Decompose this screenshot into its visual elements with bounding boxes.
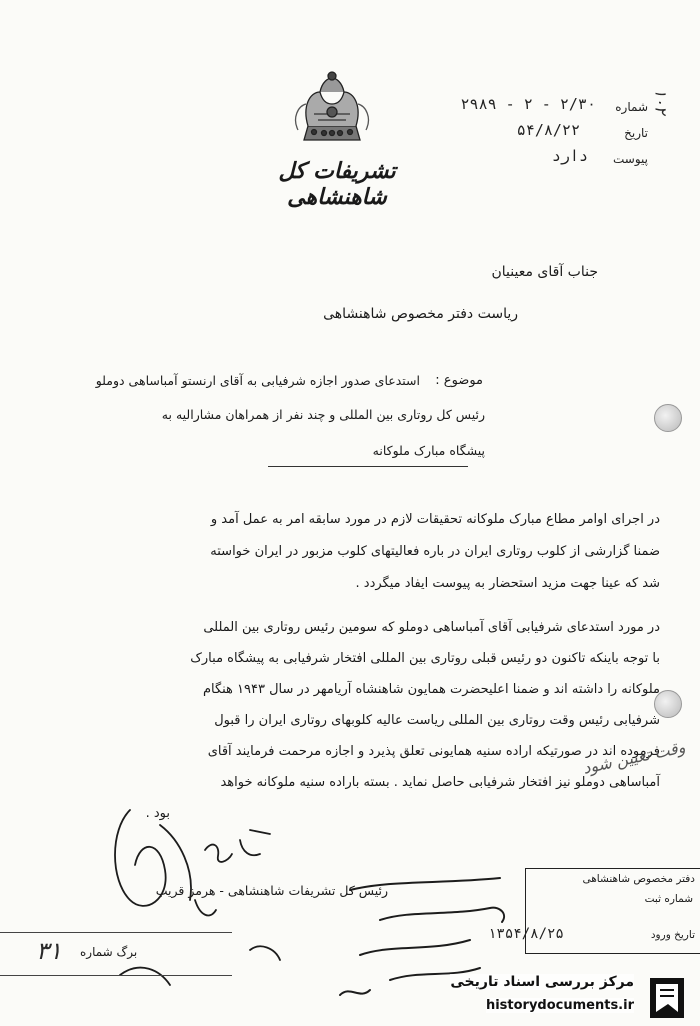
paragraph-line: در مورد استدعای شرفیابی آقای آمباساهی دوملو که سومین رئیس روتاری بین المللی [203, 620, 660, 635]
department-name: تشریفات کل شاهنشاهی [278, 158, 396, 210]
paragraph-line: فرموده اند در صورتیکه اراده سنیه همایونی تعلق پذیرد و اجازه مرحمت فرمایند آقای [207, 744, 660, 759]
subject-line: پیشگاه مبارک ملوکانه [372, 443, 485, 458]
paragraph-line: بود . [145, 806, 170, 821]
signature-title: رئیس کل تشریفات شاهنشاهی - هرمز قریب [155, 883, 388, 898]
binder-hole-top [654, 404, 682, 432]
archive-logo-icon [642, 974, 692, 1022]
page-number-label: برگ شماره [80, 945, 138, 959]
subject-divider [268, 466, 468, 467]
addressee-title: ریاست دفتر مخصوص شاهنشاهی [323, 306, 518, 322]
stamp-date-label: تاریخ ورود [650, 929, 695, 941]
watermark-title: مرکز بررسی اسناد تاریخی [450, 974, 634, 990]
stamp-date: ۱۳۵۴/۸/۲۵ [488, 926, 564, 942]
attachment-value: دارد [551, 147, 588, 165]
subject-line: رئیس کل روتاری بین المللی و چند نفر از همراهان مشارالیه به [161, 407, 485, 422]
stamp-registration: شماره ثبت [644, 893, 693, 905]
paragraph-line: ملوکانه را داشته اند و ضمنا اعلیحضرت همایون شاهنشاه آریامهر در سال ۱۹۴۳ هنگام [202, 682, 660, 697]
stamp-office: دفتر مخصوص شاهنشاهی [582, 873, 695, 885]
date-label: تاریخ [624, 126, 648, 140]
watermark [410, 970, 700, 1026]
margin-note: ۱۰۲ [651, 88, 671, 115]
number-label: شماره [615, 100, 648, 114]
page-number-box [0, 932, 232, 976]
paragraph-line: شرفیابی رئیس وقت روتاری بین المللی ریاست عالیه کلوبهای روتاری ایران را قبول [214, 713, 660, 728]
crown-emblem-icon [292, 70, 372, 152]
watermark-url: historydocuments.ir [485, 998, 634, 1013]
paragraph-line: با توجه باینکه تاکنون دو رئیس قبلی روتاری بین المللی افتخار شرفیابی به پیشگاه مبارک [190, 651, 660, 666]
addressee-name: جناب آقای معینیان [491, 264, 598, 280]
paragraph-line: آمباساهی دوملو نیز افتخار شرفیابی حاصل نماید . بسته باراده سنیه ملوکانه خواهد [220, 775, 660, 790]
subject-label: موضوع : [435, 373, 483, 388]
letter-date: ۵۴/۸/۲۲ [516, 121, 580, 139]
page-number-value: ۳۱ [36, 937, 62, 965]
paragraph-line: شد که عینا جهت مزید استحضار به پیوست ایفاد میگردد . [355, 576, 660, 591]
letter-number: ۲/۳۰ - ۲ - ۲۹۸۹ [460, 95, 596, 113]
paragraph-1 [55, 512, 660, 608]
margin-annotation: وقت تعیین شود [581, 737, 687, 778]
paragraph-line: ضمنا گزارشی از کلوب روتاری ایران در باره فعالیتهای کلوب مزبور در ایران خواسته [210, 544, 660, 559]
attachment-label: پیوست [613, 152, 648, 166]
paragraph-line: در اجرای اوامر مطاع مبارک ملوکانه تحقیقات لازم در مورد سابقه امر به عمل آمد و [210, 512, 660, 527]
subject-line: استدعای صدور اجازه شرفیابی به آقای ارنستو آمباساهی دوملو [95, 373, 420, 388]
